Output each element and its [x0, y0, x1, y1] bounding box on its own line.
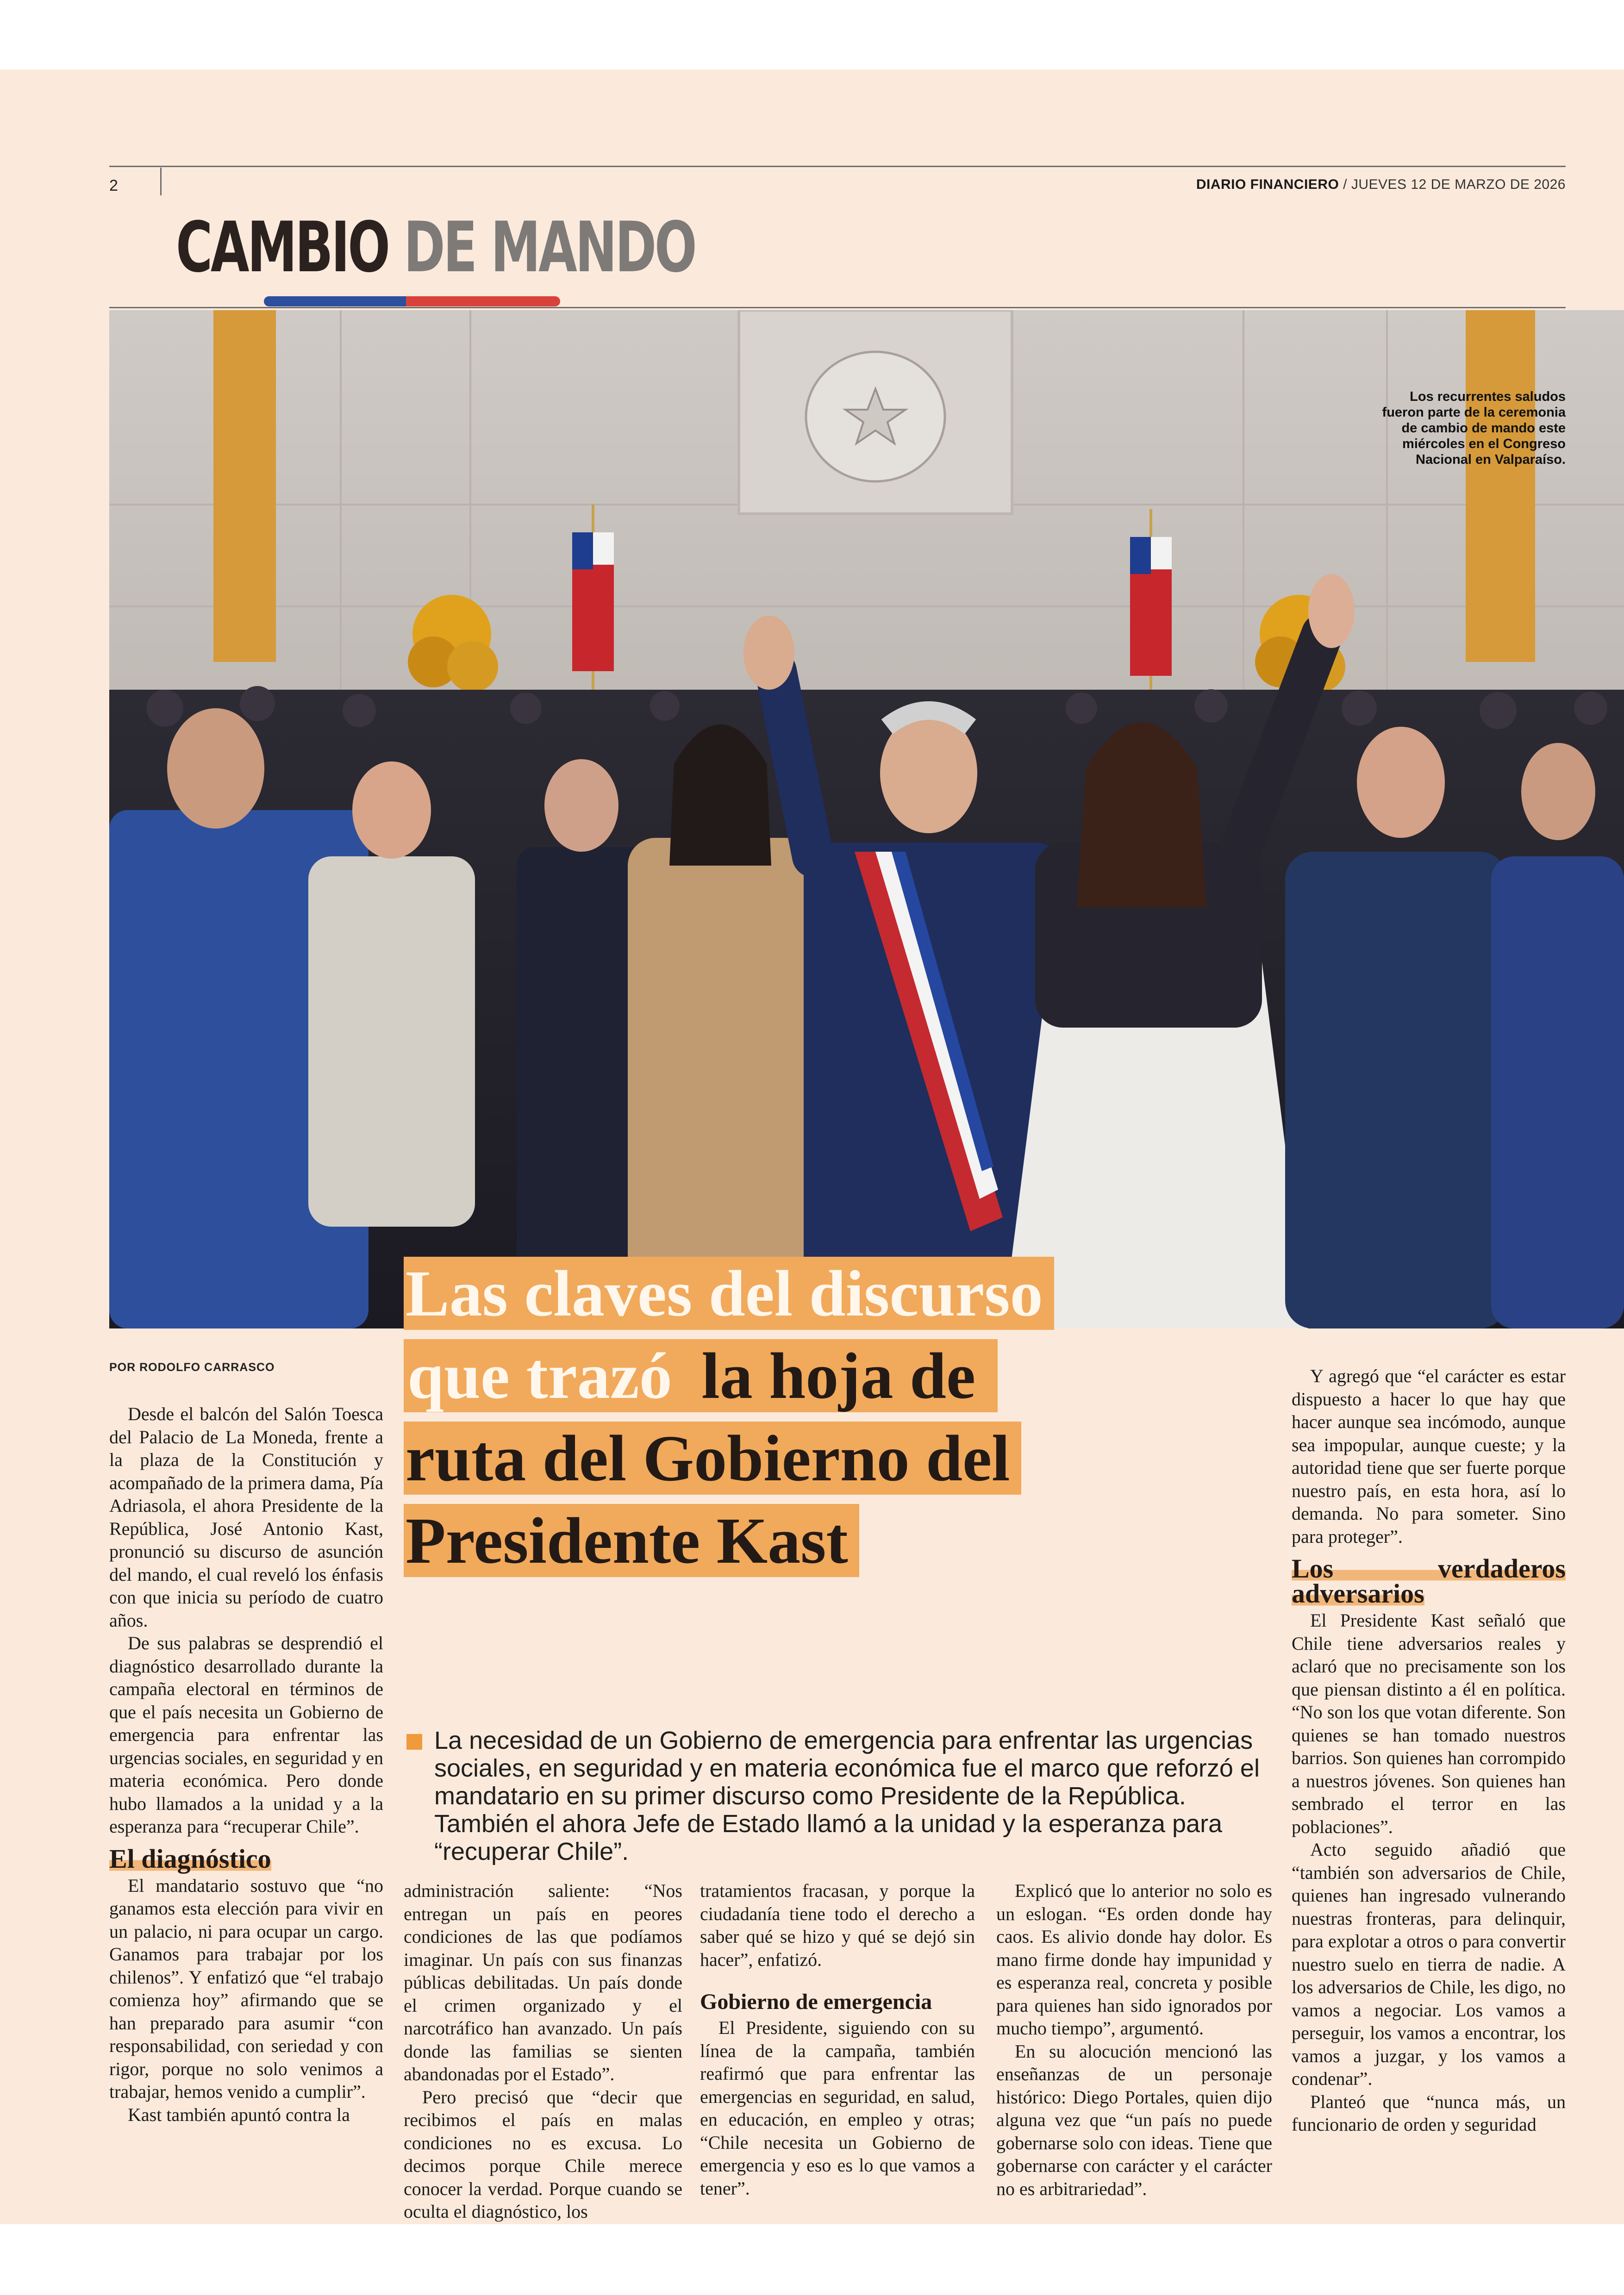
publication-name: DIARIO FINANCIERO [1196, 177, 1339, 192]
headline-line-2-dark: la hoja de [683, 1339, 987, 1412]
section-title [176, 208, 695, 287]
article-column-1 [109, 1403, 383, 2126]
paragraph: En su alocución mencionó las enseñanzas de un personaje histórico: Diego Portales, quien dijo alguna vez que “un país no puede gobernarse solo con ideas. Tiene que gobernarse con carácter y el carácter no es arbitrariedad”. [996, 2040, 1272, 2199]
byline: POR RODOLFO CARRASCO [109, 1361, 275, 1374]
paragraph: El Presidente, siguiendo con su línea de la campaña, también reafirmó que para enfrentar las emergencias en seguridad, en salud, en educación, en empleo y otras; “Chile necesita un Gobierno de emergencia y eso es lo que vamos a tener”. [700, 2017, 975, 2199]
paragraph: Explicó que lo anterior no solo es un eslogan. “Es orden donde hay caos. Es alivio donde hay dolor. Es mano firme donde hay impunidad y es esperanza real, concreta y posible para quienes han sido ignorados por mucho tiempo”, argumentó. [996, 1880, 1272, 2039]
paragraph: Acto seguido añadió que “también son adversarios de Chile, quienes han ingresado vulnerando nuestras fronteras, para delinquir, para explotar a otros o para convertir nuestro suelo en tierra de nadie. A los adversarios de Chile, les digo, no vamos a negociar. Los vamos a perseguir, los vamos a encontrar, los vamos a juzgar, y los vamos a condenar”. [1292, 1839, 1566, 2089]
subhead-text: Los verdaderos adversarios [1292, 1553, 1566, 1609]
paragraph: Planteó que “nunca más, un funcionario de orden y seguridad [1292, 2091, 1566, 2135]
header-rule [109, 166, 1566, 167]
bullet-square-icon [406, 1734, 422, 1750]
folio-divider [160, 168, 162, 195]
subhead-text: El diagnóstico [109, 1843, 271, 1874]
paragraph: De sus palabras se desprendió el diagnóstico desarrollado durante la campaña electoral en términos de que el país necesita un Gobierno de emergencia para enfrentar las urgencias sociales, en seguridad y en materia económica. Pero donde hubo llamados a la unidad y a la esperanza para “recuperar Chile”. [109, 1633, 383, 1837]
subhead-el-diagnostico [109, 1843, 383, 1874]
headline-line-2-highlight [404, 1339, 998, 1412]
dateline [1196, 177, 1566, 193]
subhead-los-verdaderos-adversarios [1292, 1553, 1566, 1609]
article-column-5 [1292, 1365, 1566, 2136]
page-number: 2 [109, 177, 118, 194]
headline-line-1-text: Las claves del discurso [404, 1257, 1054, 1330]
paragraph: Desde el balcón del Salón Toesca del Palacio de La Moneda, frente a la plaza de la Constitución y acompañado de la primera dama, Pía Adriasola, el ahora Presidente de la República, José Antonio Kast, pronunció su discurso de asunción del mando, el cual reveló los énfasis con que inicia su período de cuatro años. [109, 1403, 383, 1631]
lede [404, 1727, 1265, 1865]
article-column-2 [404, 1879, 682, 2223]
article-column-3 [700, 1879, 975, 2200]
section-title-word2: DE MANDO [404, 207, 695, 288]
paragraph: Pero precisó que “decir que recibimos el país en malas condiciones no es excusa. Lo decimos porque Chile merece conocer la verdad. Porque cuando se oculta el diagnóstico, los [404, 2086, 682, 2222]
headline-line-2 [404, 1335, 1283, 1417]
article-column-4 [996, 1879, 1272, 2200]
headline-line-3-text: ruta del Gobierno del [404, 1422, 1021, 1495]
paragraph: Kast también apuntó contra la [128, 2104, 350, 2125]
issue-date: / JUEVES 12 DE MARZO DE 2026 [1343, 177, 1566, 192]
headline-line-3 [404, 1417, 1283, 1499]
headline-line-4 [404, 1499, 1283, 1582]
subhead-gobierno-de-emergencia: Gobierno de emergencia [700, 1989, 932, 2014]
newspaper-page [0, 69, 1624, 2224]
paragraph: El mandatario sostuvo que “no ganamos esta elección para vivir en un palacio, ni para ocupar un cargo. Ganamos para trabajar por los chilenos”. Y enfatizó que “el trabajo comienza hoy” afirmando que se han preparado para asumir “con responsabilidad, con seriedad y con rigor, porque no solo venimos a trabajar, hemos venido a cumplir”. [109, 1875, 383, 2102]
headline [404, 1252, 1283, 1582]
paragraph: Y agregó que “el carácter es estar dispuesto a hacer lo que hay que hacer aunque sea incómodo, aunque sea impopular, aunque cueste; y la autoridad tiene que ser fuerte porque nuestro país, en esta hora, así lo demanda. No para someter. Sino para proteger”. [1292, 1366, 1566, 1547]
headline-line-1 [404, 1252, 1283, 1335]
section-title-word1: CAMBIO [176, 207, 388, 288]
lede-text: La necesidad de un Gobierno de emergencia para enfrentar las urgencias sociales, en seguridad y en materia económica fue el marco que reforzó el mandatario en su primer discurso como Presidente de la República. También el ahora Jefe de Estado llamó a la unidad y la esperanza para “recuperar Chile”. [434, 1727, 1260, 1865]
section-rule [109, 307, 1566, 308]
paragraph: administración saliente: “Nos entregan un país en peores condiciones de las que podíamos imaginar. Un país con sus finanzas públicas debilitadas. Un país donde el crimen organizado y el narcotráfico han avanzado. Un país donde las familias se sienten abandonadas por el Estado”. [404, 1880, 682, 2084]
headline-line-4-text: Presidente Kast [404, 1504, 859, 1577]
paragraph: El Presidente Kast señaló que Chile tiene adversarios reales y aclaró que no precisamente son los que piensan distinto a él en política. “No son los que votan diferente. Son quienes se han tomado nuestros barrios. Son quienes han corrompido a nuestros jóvenes. Son quienes han sembrado el terror en las poblaciones”. [1292, 1610, 1566, 1837]
photo-caption: Los recurrentes saludos fueron parte de la ceremonia de cambio de mando este miércoles en el Congreso Nacional en Valparaíso. [1382, 389, 1566, 467]
paragraph: tratamientos fracasan, y porque la ciudadanía tiene todo el derecho a saber qué se hizo y qué se dejó sin hacer”, enfatizó. [700, 1880, 975, 1970]
headline-line-2-light: que trazó [406, 1339, 683, 1412]
chile-flag-bar [264, 296, 560, 306]
